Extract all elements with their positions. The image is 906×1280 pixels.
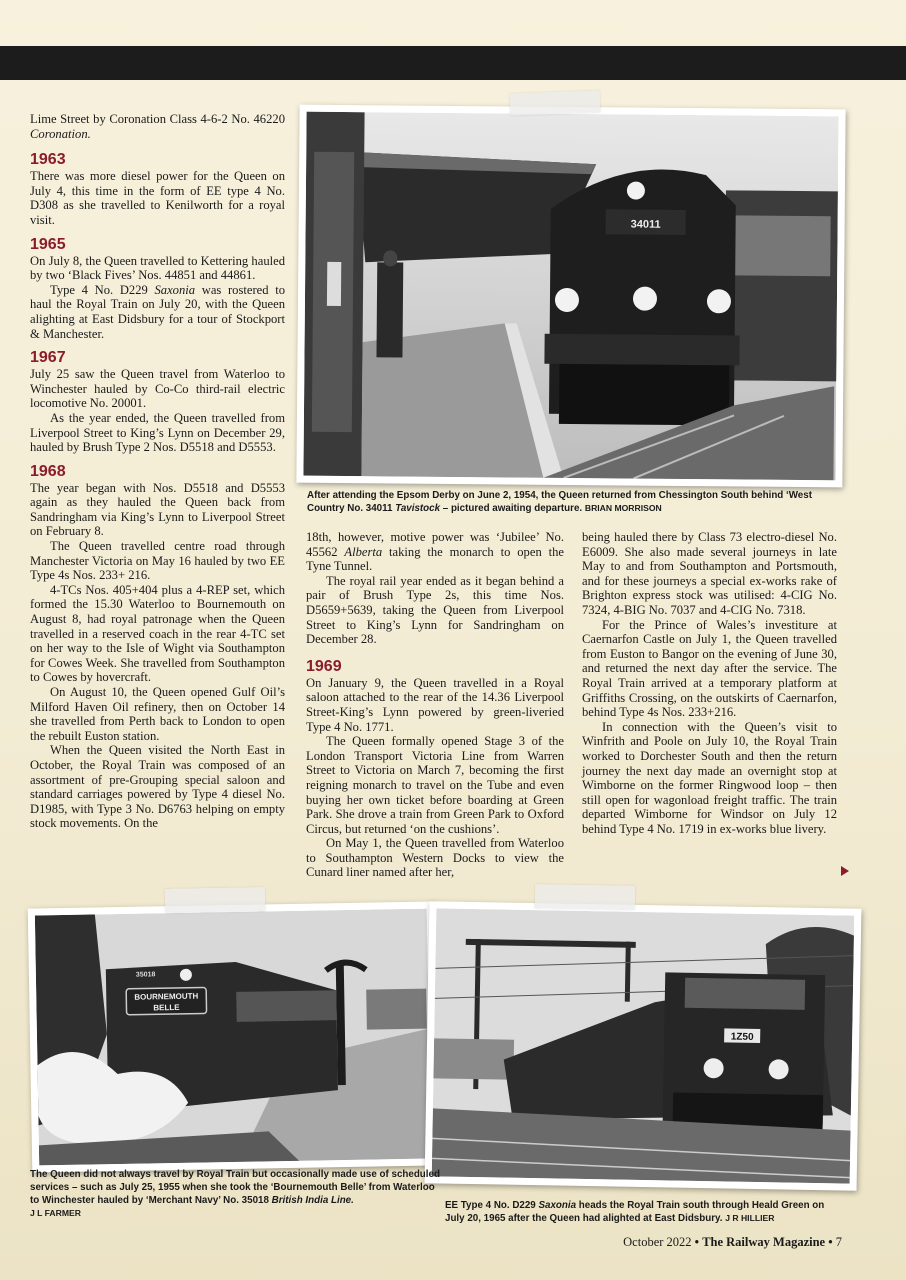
paragraph-1967b: As the year ended, the Queen travelled from Liverpool Street to King’s Lynn on December 29, hauled by Brush Type 2 Nos. D5518 and D5553.: [30, 410, 285, 455]
caption-bottom-right-photo: EE Type 4 No. D229 Saxonia heads the Royal Train south through Heald Green on July 20, 1965 after the Queen had alighted at East Didsbury. J R HILLIER: [445, 1200, 825, 1224]
year-heading-1965: 1965: [30, 235, 66, 253]
paragraph-1968b: The Queen travelled centre road through Manchester Victoria on May 16 hauled by two EE Type 4s Nos. 233+ 216.: [30, 539, 285, 583]
paragraph-1967a: July 25 saw the Queen travel from Waterloo to Winchester hauled by Co-Co third-rail electric locomotive No. 20001.: [30, 367, 285, 411]
paragraph-1968c: 4-TCs Nos. 405+404 plus a 4-REP set, which formed the 15.30 Waterloo to Bournemouth on August 8, had royal patronage when the Queen travelled in a reserved coach in the rear 4-TC set on her way to the Isle of Wight via Southampton for Cowes Week. She travelled from Southampton to Cowes by hovercraft.: [30, 582, 285, 685]
paragraph-col2-5: On May 1, the Queen travelled from Waterloo to Southampton Western Docks to view the Cunard liner named after her,: [306, 836, 564, 880]
paragraph-1963: There was more diesel power for the Queen on July 4, this time in the form of EE type 4 No. D308 as she travelled to Kenilworth for a royal visit.: [30, 169, 285, 227]
header-bar: [0, 46, 906, 80]
year-heading-1968: 1968: [30, 462, 66, 480]
photo-image: [303, 112, 838, 481]
loco-number-34011: 34011: [630, 218, 661, 231]
page-number: 7: [835, 1235, 842, 1249]
photo-heald-green: [425, 901, 862, 1190]
text-column-2: [306, 530, 564, 880]
magazine-title: The Railway Magazine: [702, 1235, 826, 1249]
photo-bournemouth-belle: [28, 901, 439, 1172]
caption-bottom-left-photo: The Queen did not always travel by Royal Train but occasionally made use of scheduled services – such as July 25, 1955 when she took the ‘Bournemouth Belle’ from Waterloo to Winchester hauled by ‘Merchant Navy’ No. 35018 British India Line. J L FARMER: [30, 1169, 440, 1218]
paragraph-1968a: The year began with Nos. D5518 and D5553 again as they hauled the Queen back from Sandringham via King’s Lynn to Liverpool Street on February 8.: [30, 480, 285, 539]
caption-top-photo: After attending the Epsom Derby on June 2, 1954, the Queen returned from Chessington South behind ‘West Country No. 34011 Tavistock – pictured awaiting departure. BRIAN MORRISON: [307, 490, 812, 514]
photo-image: [35, 909, 431, 1166]
paragraph-col2-3: On January 9, the Queen travelled in a Royal saloon attached to the rear of the 14.36 Liverpool Street-King’s Lynn powered by green-liveried Type 4 No. 1771.: [306, 675, 564, 734]
headcode-1z50: 1Z50: [730, 1031, 754, 1043]
station-sign: [327, 262, 341, 306]
paragraph-1965a: On July 8, the Queen travelled to Kettering hauled by two ‘Black Fives’ Nos. 44851 and 44861.: [30, 253, 285, 283]
year-heading-1963: 1963: [30, 151, 66, 169]
paragraph-col3-2: For the Prince of Wales’s investiture at Caernarfon Castle on July 1, the Queen travelled from Euston to Bangor on the evening of June 30, and returned the next day after the service. The Royal Train arrived at a temporary platform at Griffiths Crossing, on the outskirts of Caernarfon, behind Type 4s Nos. 233+216.: [582, 617, 837, 720]
paragraph-col2-2: The royal rail year ended as it began behind a pair of Brush Type 2s, this time Nos. D5659+5639, taking the Queen from Liverpool Street to King’s Lynn for Sandringham on December 28.: [306, 573, 564, 647]
year-heading-1969: 1969: [306, 657, 342, 675]
paragraph-col2-1: 18th, however, motive power was ‘Jubilee’ No. 45562 Alberta taking the monarch to open the Tyne Tunnel.: [306, 530, 564, 574]
issue-date: October 2022: [623, 1235, 692, 1249]
photo-chessington-south: [296, 105, 845, 488]
page-footer: October 2022 • The Railway Magazine • 7: [623, 1235, 842, 1249]
paragraph-1968e: When the Queen visited the North East in October, the Royal Train was composed of an assortment of pre-Grouping special saloon and standard carriages powered by Type 4 diesel No. D1985, with Type 3 No. D6763 helping on empty stock movements. On the: [30, 743, 285, 831]
text-column-3: [582, 530, 837, 836]
paragraph-col2-4: The Queen formally opened Stage 3 of the London Transport Victoria Line from Warren Street to Victoria on March 7, becoming the first reigning monarch to travel on the Tube and even buying her own ticket before boarding at Green Park. She drove a train from Green Park to Oxford Circus, but returned ‘on the cushions’.: [306, 734, 564, 836]
loco-number-35018: 35018: [135, 971, 156, 979]
paragraph-col3-1: being hauled there by Class 73 electro-diesel No. E6009. She also made several journeys in late May to and from Southampton and Portsmouth, and for these journeys a special ex-works rake of Brighton express stock was utilised: 4-CIG No. 7324, 4-BIG No. 7037 and 4-CIG No. 7318.: [582, 530, 837, 617]
paragraph-col3-3: In connection with the Queen’s visit to Winfrith and Poole on July 10, the Royal Train worked to Dorchester South and then the return journey the next day made an overnight stop at Wimborne on the former Ringwood loop – then still open for wagonload freight traffic. The train departed Wimborne for Windsor on July 12 behind Type 4 No. 1719 in ex-works blue livery.: [582, 719, 837, 836]
paragraph-1965b: Type 4 No. D229 Saxonia was rostered to haul the Royal Train on July 20, with the Queen alighting at East Didsbury for a tour of Stockport & Manchester.: [30, 282, 285, 341]
headboard-line-2: BELLE: [153, 1002, 180, 1013]
footer-bullet: •: [694, 1235, 700, 1249]
year-heading-1967: 1967: [30, 349, 66, 367]
tape-strip: [165, 887, 265, 913]
tape-strip: [510, 90, 601, 115]
photo-image: [432, 908, 855, 1183]
tape-strip: [535, 884, 635, 910]
headboard-line-1: BOURNEMOUTH: [134, 991, 199, 1002]
continue-arrow-icon: [841, 866, 849, 876]
lead-paragraph: Lime Street by Coronation Class 4-6-2 No. 46220 Coronation.: [30, 112, 285, 141]
paragraph-1968d: On August 10, the Queen opened Gulf Oil’s Milford Haven Oil refinery, then on October 14 she travelled from Perth back to London to open the rebuilt Euston station.: [30, 685, 285, 743]
text-column-1: [30, 112, 285, 831]
